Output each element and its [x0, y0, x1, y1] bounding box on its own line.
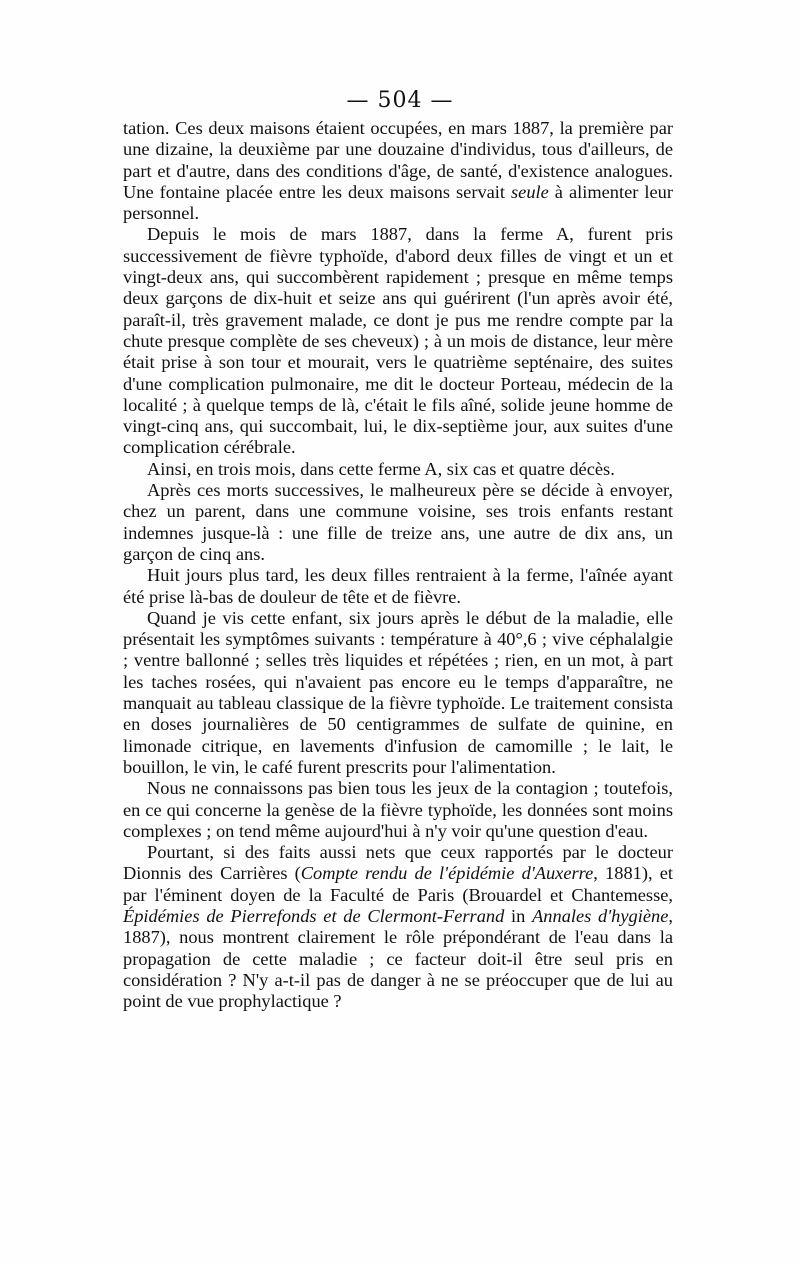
- paragraph-1: tation. Ces deux maisons étaient occupées, en mars 1887, la première par une dizaine, la deuxième par une douzaine d'individus, tous d'ailleurs, de part et d'autre, dans des conditions d'âge, de santé, d'existence analogues. Une fontaine placée entre les deux maisons servait seule à alimenter leur personnel.: [123, 118, 673, 224]
- body-text: [123, 118, 673, 1012]
- emphasis-seule: seule: [511, 181, 549, 202]
- paragraph-2: Depuis le mois de mars 1887, dans la ferme A, furent pris successivement de fièvre typhoïde, d'abord deux filles de vingt et un et vingt-deux ans, qui succombèrent rapidement ; presque en même temps deux garçons de dix-huit et seize ans qui guérirent (l'un après avoir été, paraît-il, très gravement malade, ce dont je pus me rendre compte par la chute presque complète de ses cheveux) ; à un mois de distance, leur mère était prise à son tour et mourait, vers le quatrième septénaire, des suites d'une complication pulmonaire, me dit le docteur Porteau, médecin de la localité ; à quelque temps de là, c'était le fils aîné, solide jeune homme de vingt-cinq ans, qui succombait, lui, le dix-septième jour, aux suites d'une complication cérébrale.: [123, 224, 673, 458]
- citation-annales: Annales d'hygiène: [532, 905, 669, 926]
- page-number: — 504 —: [346, 88, 454, 113]
- paragraph-6: Quand je vis cette enfant, six jours après le début de la maladie, elle présentait les symptômes suivants : température à 40°,6 ; vive céphalalgie ; ventre ballonné ; selles très liquides et répétées ; rien, en un mot, à part les taches rosées, qui n'avaient pas encore eu le temps d'apparaître, ne manquait au tableau classique de la fièvre typhoïde. Le traitement consista en doses journalières de 50 centigrammes de sulfate de quinine, en limonade citrique, en lavements d'infusion de camomille ; le lait, le bouillon, le vin, le café furent prescrits pour l'alimentation.: [123, 607, 673, 777]
- paragraph-8: Pourtant, si des faits aussi nets que ceux rapportés par le docteur Dionnis des Carrières (Compte rendu de l'épidémie d'Auxerre, 1881), et par l'éminent doyen de la Faculté de Paris (Brouardel et Chantemesse, Épidémies de Pierrefonds et de Clermont-Ferrand in Annales d'hygiène, 1887), nous montrent clairement le rôle prépondérant de l'eau dans la propagation de cette maladie ; ce facteur doit-il être seul pris en considération ? N'y a-t-il pas de danger à ne se préoccuper que de lui au point de vue prophylactique ?: [123, 842, 673, 1012]
- citation-auxerre: Compte rendu de l'épidémie d'Auxerre: [300, 863, 594, 884]
- paragraph-4: Après ces morts successives, le malheureux père se décide à envoyer, chez un parent, dans une commune voisine, ses trois enfants restant indemnes jusque-là : une fille de treize ans, une autre de dix ans, un garçon de cinq ans.: [123, 480, 673, 564]
- citation-pierrefonds: Épidémies de Pierrefonds et de Clermont-Ferrand: [123, 905, 505, 926]
- paragraph-5: Huit jours plus tard, les deux filles rentraient à la ferme, l'aînée ayant été prise là-bas de douleur de tête et de fièvre.: [123, 565, 673, 607]
- paragraph-7: Nous ne connaissons pas bien tous les jeux de la contagion ; toutefois, en ce qui concerne la genèse de la fièvre typhoïde, les données sont moins complexes ; on tend même aujourd'hui à n'y voir qu'une question d'eau.: [123, 778, 673, 841]
- paragraph-3: Ainsi, en trois mois, dans cette ferme A, six cas et quatre décès.: [147, 458, 615, 479]
